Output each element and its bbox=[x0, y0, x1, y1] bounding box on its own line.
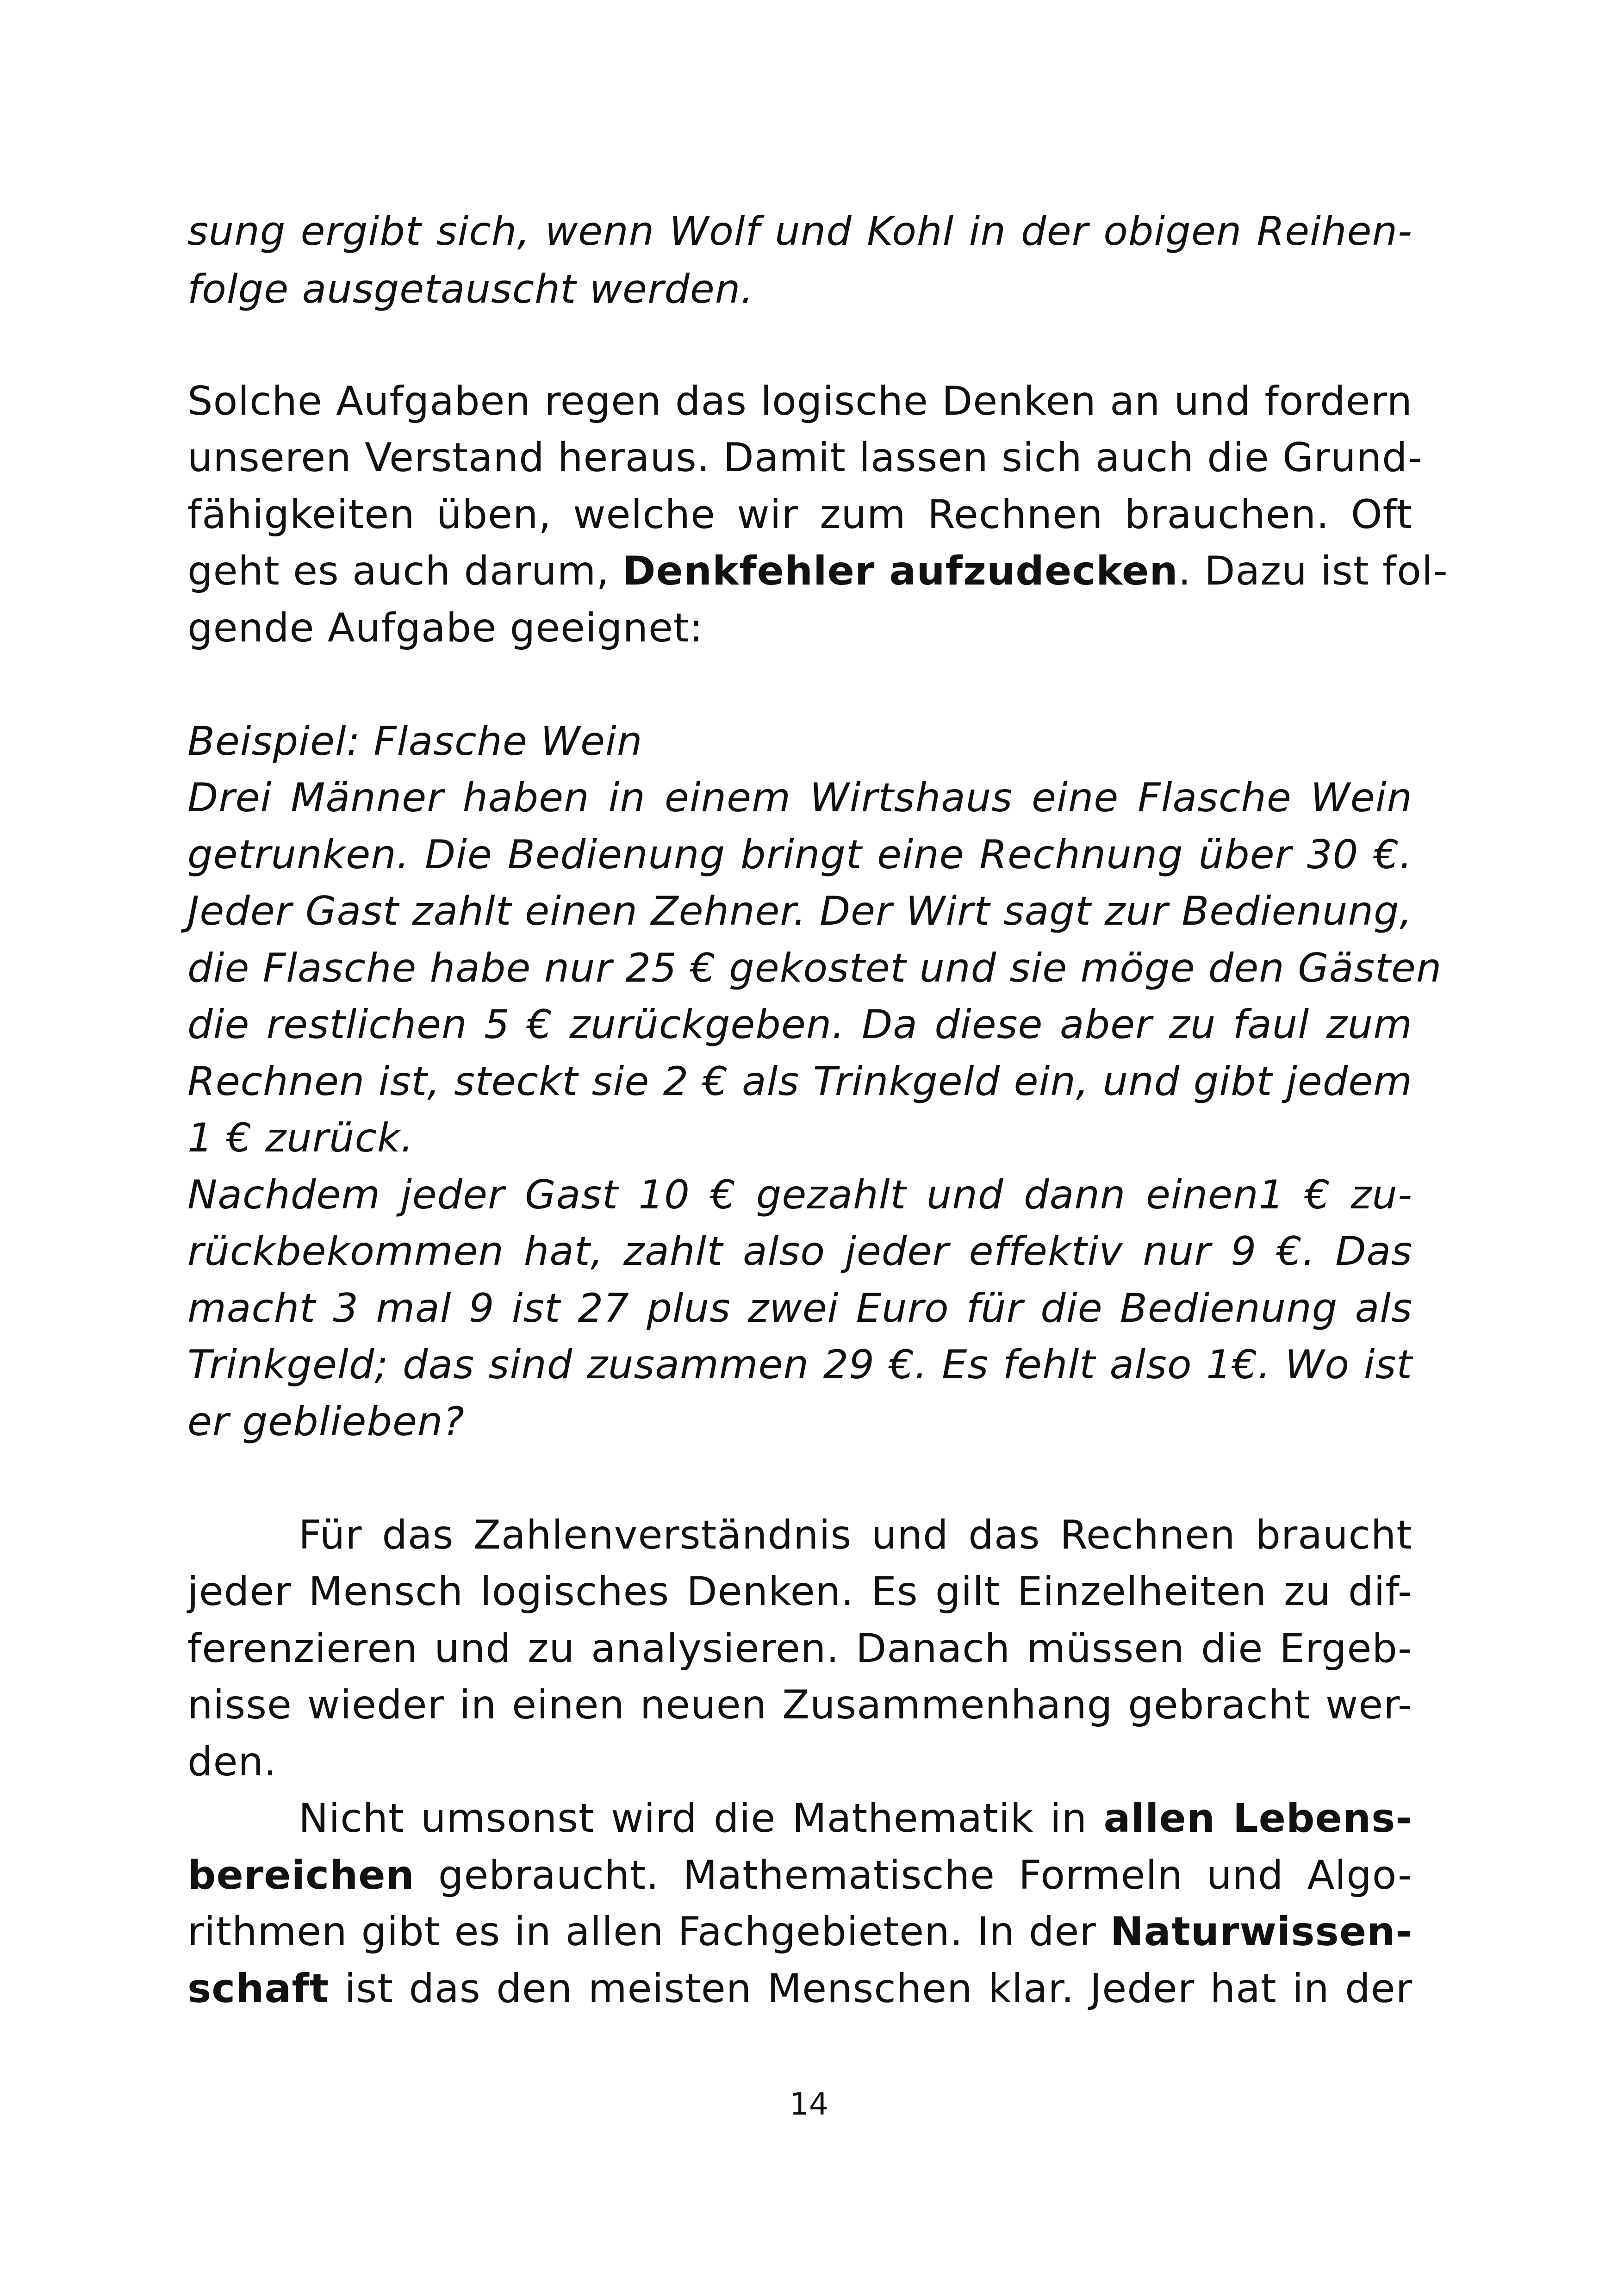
example-line: Drei Männer haben in einem Wirtshaus eine Flasche Wein bbox=[187, 775, 1413, 821]
example-line: Trinkgeld; das sind zusammen 29 €. Es fehlt also 1€. Wo ist bbox=[187, 1342, 1413, 1388]
example-line: die restlichen 5 € zurückgeben. Da diese aber zu faul zum bbox=[187, 1002, 1413, 1048]
bereichen-emphasis: bereichen bbox=[187, 1852, 415, 1898]
example-title: Beispiel: Flasche Wein bbox=[187, 718, 643, 765]
example-line: Rechnen ist, steckt sie 2 € als Trinkgeld ein, und gibt jedem bbox=[187, 1058, 1413, 1105]
para1-line-3: fähigkeiten üben, welche wir zum Rechnen brauchen. Oft bbox=[187, 492, 1413, 538]
para1-line-2: unseren Verstand heraus. Damit lassen sich auch die Grund- bbox=[187, 435, 1423, 481]
schaft-emphasis: schaft bbox=[187, 1966, 329, 2012]
example-line: 1 € zurück. bbox=[187, 1115, 414, 1161]
example-line: Nachdem jeder Gast 10 € gezahlt und dann einen1 € zu- bbox=[187, 1172, 1413, 1218]
denkfehler-emphasis: Denkfehler aufzudecken bbox=[622, 548, 1178, 594]
intro-line-2: folge ausgetauscht werden. bbox=[187, 266, 754, 312]
example-line: Jeder Gast zahlt einen Zehner. Der Wirt sagt zur Bedienung, bbox=[187, 888, 1413, 934]
example-line: macht 3 mal 9 ist 27 plus zwei Euro für die Bedienung als bbox=[187, 1285, 1413, 1332]
para2-line-3: ferenzieren und zu analysieren. Danach müssen die Ergeb- bbox=[187, 1625, 1413, 1672]
para3-line-2-text: gebraucht. Mathematische Formeln und Algo- bbox=[414, 1852, 1413, 1898]
para1-line-4-end: . Dazu ist fol- bbox=[1178, 548, 1448, 594]
para1-line-1: Solche Aufgaben regen das logische Denken an und fordern bbox=[187, 378, 1413, 424]
example-line: rückbekommen hat, zahlt also jeder effektiv nur 9 €. Das bbox=[187, 1228, 1413, 1275]
para2-line-1: Für das Zahlenverständnis und das Rechnen braucht bbox=[299, 1512, 1413, 1558]
example-line: er geblieben? bbox=[187, 1399, 465, 1445]
para3-line-4-text: ist das den meisten Menschen klar. Jeder hat in der bbox=[329, 1966, 1413, 2012]
para3-line-3-text: rithmen gibt es in allen Fachgebieten. In der bbox=[187, 1909, 1110, 1955]
para3-line-1 bbox=[299, 1790, 1413, 1847]
para3-line-1-text: Nicht umsonst wird die Mathematik in bbox=[299, 1795, 1104, 1842]
para1-line-4 bbox=[187, 542, 1448, 600]
intro-line-1: sung ergibt sich, wenn Wolf und Kohl in der obigen Reihen- bbox=[187, 208, 1413, 255]
para2-line-2: jeder Mensch logisches Denken. Es gilt Einzelheiten zu dif- bbox=[187, 1568, 1413, 1615]
naturwissenschaft-emphasis: Naturwissen- bbox=[1110, 1909, 1413, 1955]
para3-line-2 bbox=[187, 1847, 1413, 1904]
para1-line-5: gende Aufgabe geeignet: bbox=[187, 605, 703, 651]
para1-line-4-text: geht es auch darum, bbox=[187, 548, 623, 594]
para3-line-3 bbox=[187, 1903, 1413, 1960]
para3-line-4 bbox=[187, 1960, 1413, 2017]
para2-line-5: den. bbox=[187, 1739, 277, 1785]
lebensbereichen-emphasis: allen Lebens- bbox=[1103, 1795, 1413, 1842]
para2-line-4: nisse wieder in einen neuen Zusammenhang gebracht wer- bbox=[187, 1682, 1413, 1728]
example-line: die Flasche habe nur 25 € gekostet und sie möge den Gästen bbox=[187, 945, 1442, 991]
example-line: getrunken. Die Bedienung bringt eine Rechnung über 30 €. bbox=[187, 832, 1413, 878]
page-number: 14 bbox=[790, 2086, 828, 2122]
